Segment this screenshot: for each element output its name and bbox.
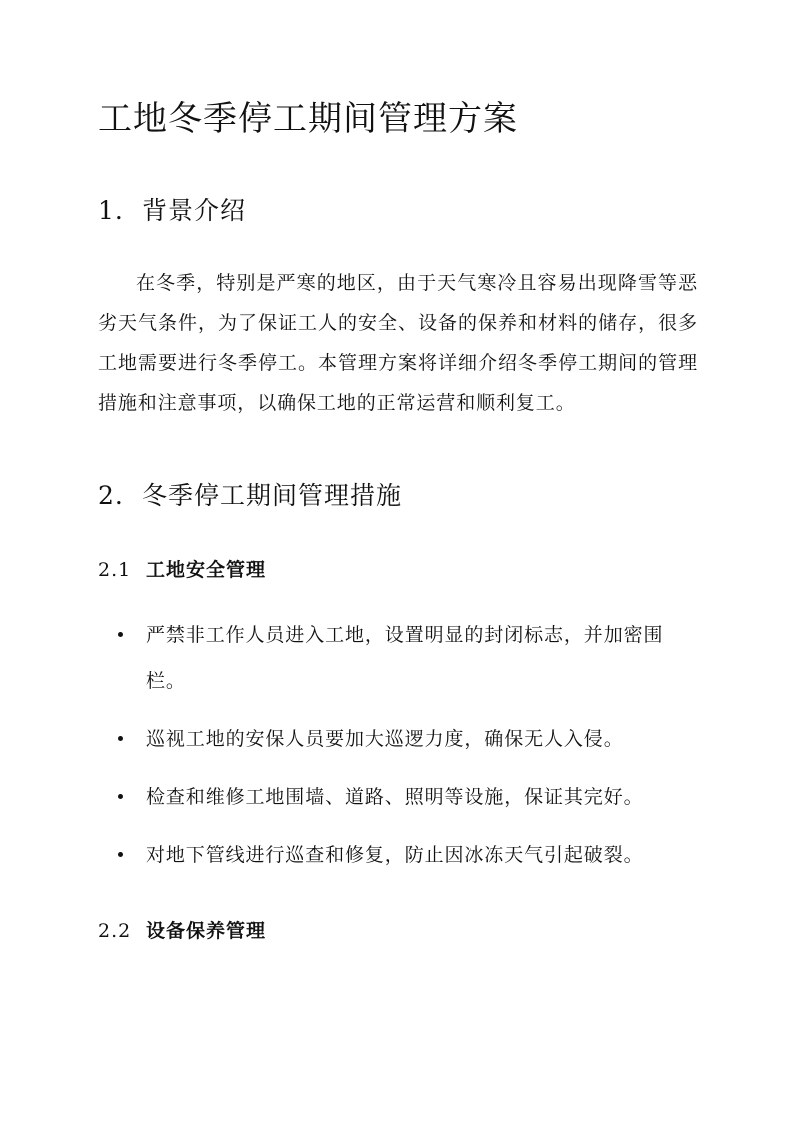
list-item	[112, 774, 702, 820]
list-item-text: 严禁非工作人员进入工地，设置明显的封闭标志，并加密围栏。	[146, 624, 664, 692]
subsection-heading-2-1	[98, 556, 266, 584]
bullet-icon	[118, 852, 123, 857]
bullet-icon	[118, 632, 123, 637]
section-number-2: 2.	[98, 481, 124, 510]
bullet-icon	[118, 736, 123, 741]
bullet-icon	[118, 794, 123, 799]
subsection-number-2-2: 2.2	[98, 920, 132, 942]
list-item	[112, 612, 702, 704]
section-title-2: 冬季停工期间管理措施	[142, 481, 403, 510]
list-item-text: 检查和维修工地围墙、道路、照明等设施，保证其完好。	[146, 786, 644, 808]
list-item	[112, 716, 702, 762]
list-item-text: 对地下管线进行巡查和修复，防止因冰冻天气引起破裂。	[146, 844, 644, 866]
subsection-title-2-2: 设备保养管理	[146, 920, 267, 942]
subsection-number-2-1: 2.1	[98, 559, 132, 581]
list-item	[112, 832, 702, 878]
section-number-1: 1.	[98, 196, 124, 225]
section-heading-2	[98, 478, 402, 514]
safety-measures-list	[112, 612, 702, 890]
list-item-text: 巡视工地的安保人员要加大巡逻力度，确保无人入侵。	[146, 728, 624, 750]
section-title-1: 背景介绍	[142, 196, 247, 225]
subsection-heading-2-2	[98, 917, 266, 945]
background-paragraph: 在冬季，特别是严寒的地区，由于天气寒冷且容易出现降雪等恶劣天气条件，为了保证工人的安全、设备的保养和材料的储存，很多工地需要进行冬季停工。本管理方案将详细介绍冬季停工期间的管理措施和注意事项，以确保工地的正常运营和顺利复工。	[98, 272, 698, 414]
section-heading-1	[98, 193, 246, 229]
document-title: 工地冬季停工期间管理方案	[98, 99, 518, 139]
subsection-title-2-1: 工地安全管理	[146, 559, 267, 581]
